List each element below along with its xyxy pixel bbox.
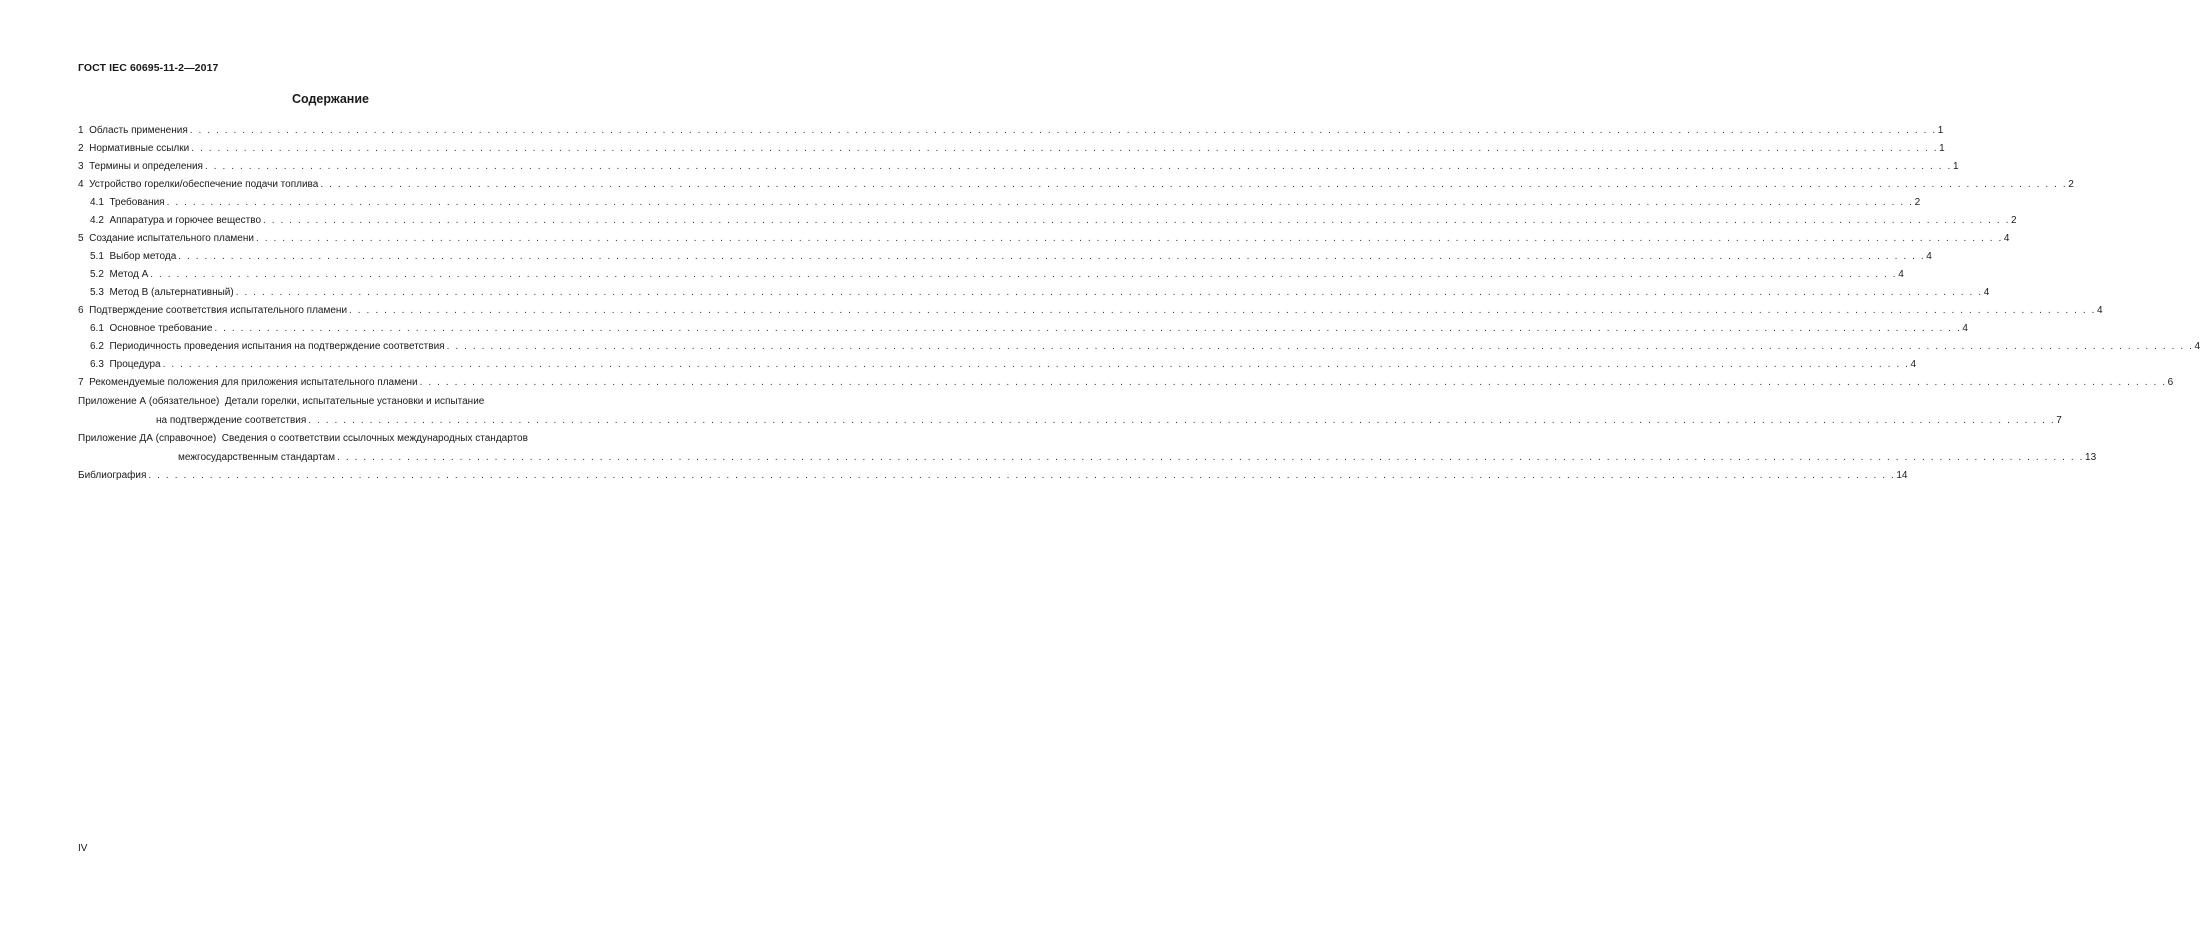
toc-entry-title: Аппаратура и горючее вещество bbox=[109, 215, 262, 226]
leader-dots: . . . . . . . . . . . . . . . . . . . . . . . . . . . . . . . . . . . . . . . . . . . . . . . . . . . . . . . . . . . . . . . . . . . . . . . . . . . . . . . . . . . . . . . . . . . . . . . . . . . . . . . . . . . . . . . . . . . . . . . . . . . . . . . . . . . . . . . . . . . . . . . . . . . . . . . . . . . . . . . . . . . . . . . . . . . . . . . . . . . . . . . . . . . . . . . . . . . . . . . . bbox=[166, 197, 1914, 208]
toc-entry-title: Метод А bbox=[109, 269, 149, 280]
toc-entry-page: 4 bbox=[2097, 305, 2103, 316]
leader-dots: . . . . . . . . . . . . . . . . . . . . . . . . . . . . . . . . . . . . . . . . . . . . . . . . . . . . . . . . . . . . . . . . . . . . . . . . . . . . . . . . . . . . . . . . . . . . . . . . . . . . . . . . . . . . . . . . . . . . . . . . . . . . . . . . . . . . . . . . . . . . . . . . . . . . . . . . . . . . . . . . . . . . . . . . . . . . . . . . . . . . . . . . . . . . . . . . . . . . . . . . bbox=[337, 452, 2085, 463]
toc-entry-page: 4 bbox=[2194, 341, 2200, 352]
leader-dots: . . . . . . . . . . . . . . . . . . . . . . . . . . . . . . . . . . . . . . . . . . . . . . . . . . . . . . . . . . . . . . . . . . . . . . . . . . . . . . . . . . . . . . . . . . . . . . . . . . . . . . . . . . . . . . . . . . . . . . . . . . . . . . . . . . . . . . . . . . . . . . . . . . . . . . . . . . . . . . . . . . . . . . . . . . . . . . . . . . . . . . . . . . . . . . . . . . . . . . . . bbox=[150, 269, 1898, 280]
toc-entry-6-1[interactable] bbox=[90, 321, 1968, 335]
toc-entry-title: межгосударственным стандартам bbox=[178, 452, 336, 463]
toc-entry-title: Термины и определения bbox=[89, 161, 203, 172]
toc-entry-page: 1 bbox=[1952, 161, 1959, 172]
toc-entry-2[interactable] bbox=[78, 141, 1945, 155]
toc-entry-6[interactable] bbox=[78, 303, 2103, 317]
toc-entry-7[interactable] bbox=[78, 375, 2174, 389]
toc-entry-number: 1 bbox=[78, 125, 84, 136]
toc-entry-page: 1 bbox=[1939, 143, 1945, 154]
toc-entry-4[interactable] bbox=[78, 177, 2074, 191]
toc-entry-title: Рекомендуемые положения для приложения испытательного пламени bbox=[89, 377, 418, 388]
toc-entry-page: 13 bbox=[2085, 452, 2097, 463]
toc-entry-5-2[interactable] bbox=[90, 267, 1904, 281]
leader-dots: . . . . . . . . . . . . . . . . . . . . . . . . . . . . . . . . . . . . . . . . . . . . . . . . . . . . . . . . . . . . . . . . . . . . . . . . . . . . . . . . . . . . . . . . . . . . . . . . . . . . . . . . . . . . . . . . . . . . . . . . . . . . . . . . . . . . . . . . . . . . . . . . . . . . . . . . . . . . . . . . . . . . . . . . . . . . . . . . . . . . . . . . . . . . . . . . . . . . . . . . bbox=[349, 305, 2096, 316]
toc-entry-number: 6.1 bbox=[90, 323, 104, 334]
toc-entry-page: 1 bbox=[1937, 125, 1944, 136]
toc-entry-title: Выбор метода bbox=[109, 251, 177, 262]
toc-entry-page: 7 bbox=[2056, 415, 2062, 426]
leader-dots: . . . . . . . . . . . . . . . . . . . . . . . . . . . . . . . . . . . . . . . . . . . . . . . . . . . . . . . . . . . . . . . . . . . . . . . . . . . . . . . . . . . . . . . . . . . . . . . . . . . . . . . . . . . . . . . . . . . . . . . . . . . . . . . . . . . . . . . . . . . . . . . . . . . . . . . . . . . . . . . . . . . . . . . . . . . . . . . . . . . . . . . . . . . . . . . . . . . . . . . . bbox=[320, 179, 2068, 190]
toc-entry-4-2[interactable] bbox=[90, 213, 2017, 227]
toc-entry-page: 4 bbox=[1910, 359, 1917, 370]
toc-entry-title: Метод В (альтернативный) bbox=[109, 287, 234, 298]
toc-entry-title: Создание испытательного пламени bbox=[89, 233, 254, 244]
toc-entry-page: 2 bbox=[1914, 197, 1921, 208]
toc-entry-page: 14 bbox=[1896, 470, 1908, 481]
toc-entry-title: Подтверждение соответствия испытательного пламени bbox=[89, 305, 348, 316]
toc-entry-number: 4.2 bbox=[90, 215, 104, 226]
leader-dots: . . . . . . . . . . . . . . . . . . . . . . . . . . . . . . . . . . . . . . . . . . . . . . . . . . . . . . . . . . . . . . . . . . . . . . . . . . . . . . . . . . . . . . . . . . . . . . . . . . . . . . . . . . . . . . . . . . . . . . . . . . . . . . . . . . . . . . . . . . . . . . . . . . . . . . . . . . . . . . . . . . . . . . . . . . . . . . . . . . . . . . . . . . . . . . . . . . . . . . . . bbox=[263, 215, 2010, 226]
toc-entry-bibliography[interactable] bbox=[78, 468, 1908, 482]
toc-entry-title: Устройство горелки/обеспечение подачи топлива bbox=[89, 179, 319, 190]
leader-dots: . . . . . . . . . . . . . . . . . . . . . . . . . . . . . . . . . . . . . . . . . . . . . . . . . . . . . . . . . . . . . . . . . . . . . . . . . . . . . . . . . . . . . . . . . . . . . . . . . . . . . . . . . . . . . . . . . . . . . . . . . . . . . . . . . . . . . . . . . . . . . . . . . . . . . . . . . . . . . . . . . . . . . . . . . . . . . . . . . . . . . . . . . . . . . . . . . . . . . . . . bbox=[214, 323, 1962, 334]
toc-entry-title: Требования bbox=[109, 197, 165, 208]
toc-entry-title: Область применения bbox=[89, 125, 188, 136]
toc-entry-page: 4 bbox=[1898, 269, 1904, 280]
leader-dots: . . . . . . . . . . . . . . . . . . . . . . . . . . . . . . . . . . . . . . . . . . . . . . . . . . . . . . . . . . . . . . . . . . . . . . . . . . . . . . . . . . . . . . . . . . . . . . . . . . . . . . . . . . . . . . . . . . . . . . . . . . . . . . . . . . . . . . . . . . . . . . . . . . . . . . . . . . . . . . . . . . . . . . . . . . . . . . . . . . . . . . . . . . . . . . . . . . . . . . . . bbox=[189, 125, 1937, 136]
toc-entry-5[interactable] bbox=[78, 231, 2010, 245]
toc-entry-number: 6.2 bbox=[90, 341, 104, 352]
toc-entry-number: 2 bbox=[78, 143, 84, 154]
toc-entry-page: 4 bbox=[1962, 323, 1968, 334]
toc-entry-6-2[interactable] bbox=[90, 339, 2200, 353]
toc-entry-number: 6 bbox=[78, 305, 84, 316]
toc-entry-number: 4.1 bbox=[90, 197, 104, 208]
leader-dots: . . . . . . . . . . . . . . . . . . . . . . . . . . . . . . . . . . . . . . . . . . . . . . . . . . . . . . . . . . . . . . . . . . . . . . . . . . . . . . . . . . . . . . . . . . . . . . . . . . . . . . . . . . . . . . . . . . . . . . . . . . . . . . . . . . . . . . . . . . . . . . . . . . . . . . . . . . . . . . . . . . . . . . . . . . . . . . . . . . . . . . . . . . . . . . . . . . . . . . . . bbox=[419, 377, 2167, 388]
toc-entry-6-3[interactable] bbox=[90, 357, 1917, 371]
toc-entry-title: Периодичность проведения испытания на подтверждение соответствия bbox=[109, 341, 445, 352]
leader-dots: . . . . . . . . . . . . . . . . . . . . . . . . . . . . . . . . . . . . . . . . . . . . . . . . . . . . . . . . . . . . . . . . . . . . . . . . . . . . . . . . . . . . . . . . . . . . . . . . . . . . . . . . . . . . . . . . . . . . . . . . . . . . . . . . . . . . . . . . . . . . . . . . . . . . . . . . . . . . . . . . . . . . . . . . . . . . . . . . . . . . . . . . . . . . . . . . . . . . . . . . bbox=[191, 143, 1939, 154]
leader-dots: . . . . . . . . . . . . . . . . . . . . . . . . . . . . . . . . . . . . . . . . . . . . . . . . . . . . . . . . . . . . . . . . . . . . . . . . . . . . . . . . . . . . . . . . . . . . . . . . . . . . . . . . . . . . . . . . . . . . . . . . . . . . . . . . . . . . . . . . . . . . . . . . . . . . . . . . . . . . . . . . . . . . . . . . . . . . . . . . . . . . . . . . . . . . . . . . . . . . . . . . bbox=[308, 415, 2056, 426]
toc-entry-title: Основное требование bbox=[109, 323, 213, 334]
toc-entry-appendix-da-line1[interactable]: Приложение ДА (справочное) Сведения о соответствии ссылочных международных стандартов bbox=[78, 433, 528, 444]
toc-entry-title: Библиография bbox=[78, 470, 147, 481]
leader-dots: . . . . . . . . . . . . . . . . . . . . . . . . . . . . . . . . . . . . . . . . . . . . . . . . . . . . . . . . . . . . . . . . . . . . . . . . . . . . . . . . . . . . . . . . . . . . . . . . . . . . . . . . . . . . . . . . . . . . . . . . . . . . . . . . . . . . . . . . . . . . . . . . . . . . . . . . . . . . . . . . . . . . . . . . . . . . . . . . . . . . . . . . . . . . . . . . . . . . . . . . bbox=[148, 470, 1896, 481]
leader-dots: . . . . . . . . . . . . . . . . . . . . . . . . . . . . . . . . . . . . . . . . . . . . . . . . . . . . . . . . . . . . . . . . . . . . . . . . . . . . . . . . . . . . . . . . . . . . . . . . . . . . . . . . . . . . . . . . . . . . . . . . . . . . . . . . . . . . . . . . . . . . . . . . . . . . . . . . . . . . . . . . . . . . . . . . . . . . . . . . . . . . . . . . . . . . . . . . . . . . . . . . bbox=[204, 161, 1952, 172]
toc-entry-page: 4 bbox=[1983, 287, 1990, 298]
toc-entry-number: 5.2 bbox=[90, 269, 104, 280]
toc-entry-4-1[interactable] bbox=[90, 195, 1921, 209]
toc-entry-page: 4 bbox=[1926, 251, 1932, 262]
toc-entry-title: Процедура bbox=[109, 359, 161, 370]
toc-entry-title: на подтверждение соответствия bbox=[156, 415, 307, 426]
leader-dots: . . . . . . . . . . . . . . . . . . . . . . . . . . . . . . . . . . . . . . . . . . . . . . . . . . . . . . . . . . . . . . . . . . . . . . . . . . . . . . . . . . . . . . . . . . . . . . . . . . . . . . . . . . . . . . . . . . . . . . . . . . . . . . . . . . . . . . . . . . . . . . . . . . . . . . . . . . . . . . . . . . . . . . . . . . . . . . . . . . . . . . . . . . . . . . . . . . . . . . . . bbox=[255, 233, 2003, 244]
toc-entry-number: 7 bbox=[78, 377, 84, 388]
toc-entry-page: 2 bbox=[2010, 215, 2017, 226]
toc-entry-appendix-a-line1[interactable]: Приложение А (обязательное) Детали горелки, испытательные установки и испытание bbox=[78, 396, 485, 407]
toc-entry-appendix-a[interactable] bbox=[156, 413, 2062, 427]
toc-entry-5-3[interactable] bbox=[90, 285, 1990, 299]
page-number: IV bbox=[78, 843, 88, 854]
toc-entry-1[interactable] bbox=[78, 123, 1944, 137]
toc-entry-number: 5.1 bbox=[90, 251, 104, 262]
leader-dots: . . . . . . . . . . . . . . . . . . . . . . . . . . . . . . . . . . . . . . . . . . . . . . . . . . . . . . . . . . . . . . . . . . . . . . . . . . . . . . . . . . . . . . . . . . . . . . . . . . . . . . . . . . . . . . . . . . . . . . . . . . . . . . . . . . . . . . . . . . . . . . . . . . . . . . . . . . . . . . . . . . . . . . . . . . . . . . . . . . . . . . . . . . . . . . . . . . . . . . . . bbox=[235, 287, 1983, 298]
toc-entry-5-1[interactable] bbox=[90, 249, 1932, 263]
toc-entry-3[interactable] bbox=[78, 159, 1959, 173]
leader-dots: . . . . . . . . . . . . . . . . . . . . . . . . . . . . . . . . . . . . . . . . . . . . . . . . . . . . . . . . . . . . . . . . . . . . . . . . . . . . . . . . . . . . . . . . . . . . . . . . . . . . . . . . . . . . . . . . . . . . . . . . . . . . . . . . . . . . . . . . . . . . . . . . . . . . . . . . . . . . . . . . . . . . . . . . . . . . . . . . . . . . . . . . . . . . . . . . . . . . . . . . bbox=[446, 341, 2194, 352]
toc-entry-number: 5.3 bbox=[90, 287, 104, 298]
standard-designation: ГОСТ IEC 60695-11-2—2017 bbox=[78, 62, 219, 74]
toc-entry-number: 6.3 bbox=[90, 359, 104, 370]
toc-entry-appendix-da[interactable] bbox=[178, 450, 2097, 464]
toc-entry-page: 4 bbox=[2003, 233, 2010, 244]
toc-entry-number: 4 bbox=[78, 179, 84, 190]
toc-entry-number: 3 bbox=[78, 161, 84, 172]
leader-dots: . . . . . . . . . . . . . . . . . . . . . . . . . . . . . . . . . . . . . . . . . . . . . . . . . . . . . . . . . . . . . . . . . . . . . . . . . . . . . . . . . . . . . . . . . . . . . . . . . . . . . . . . . . . . . . . . . . . . . . . . . . . . . . . . . . . . . . . . . . . . . . . . . . . . . . . . . . . . . . . . . . . . . . . . . . . . . . . . . . . . . . . . . . . . . . . . . . . . . . . . bbox=[178, 251, 1926, 262]
toc-entry-page: 2 bbox=[2068, 179, 2074, 190]
page-title: Содержание bbox=[291, 92, 369, 106]
toc-entry-page: 6 bbox=[2167, 377, 2174, 388]
toc-entry-title: Нормативные ссылки bbox=[89, 143, 190, 154]
leader-dots: . . . . . . . . . . . . . . . . . . . . . . . . . . . . . . . . . . . . . . . . . . . . . . . . . . . . . . . . . . . . . . . . . . . . . . . . . . . . . . . . . . . . . . . . . . . . . . . . . . . . . . . . . . . . . . . . . . . . . . . . . . . . . . . . . . . . . . . . . . . . . . . . . . . . . . . . . . . . . . . . . . . . . . . . . . . . . . . . . . . . . . . . . . . . . . . . . . . . . . . . bbox=[162, 359, 1910, 370]
toc-entry-number: 5 bbox=[78, 233, 84, 244]
